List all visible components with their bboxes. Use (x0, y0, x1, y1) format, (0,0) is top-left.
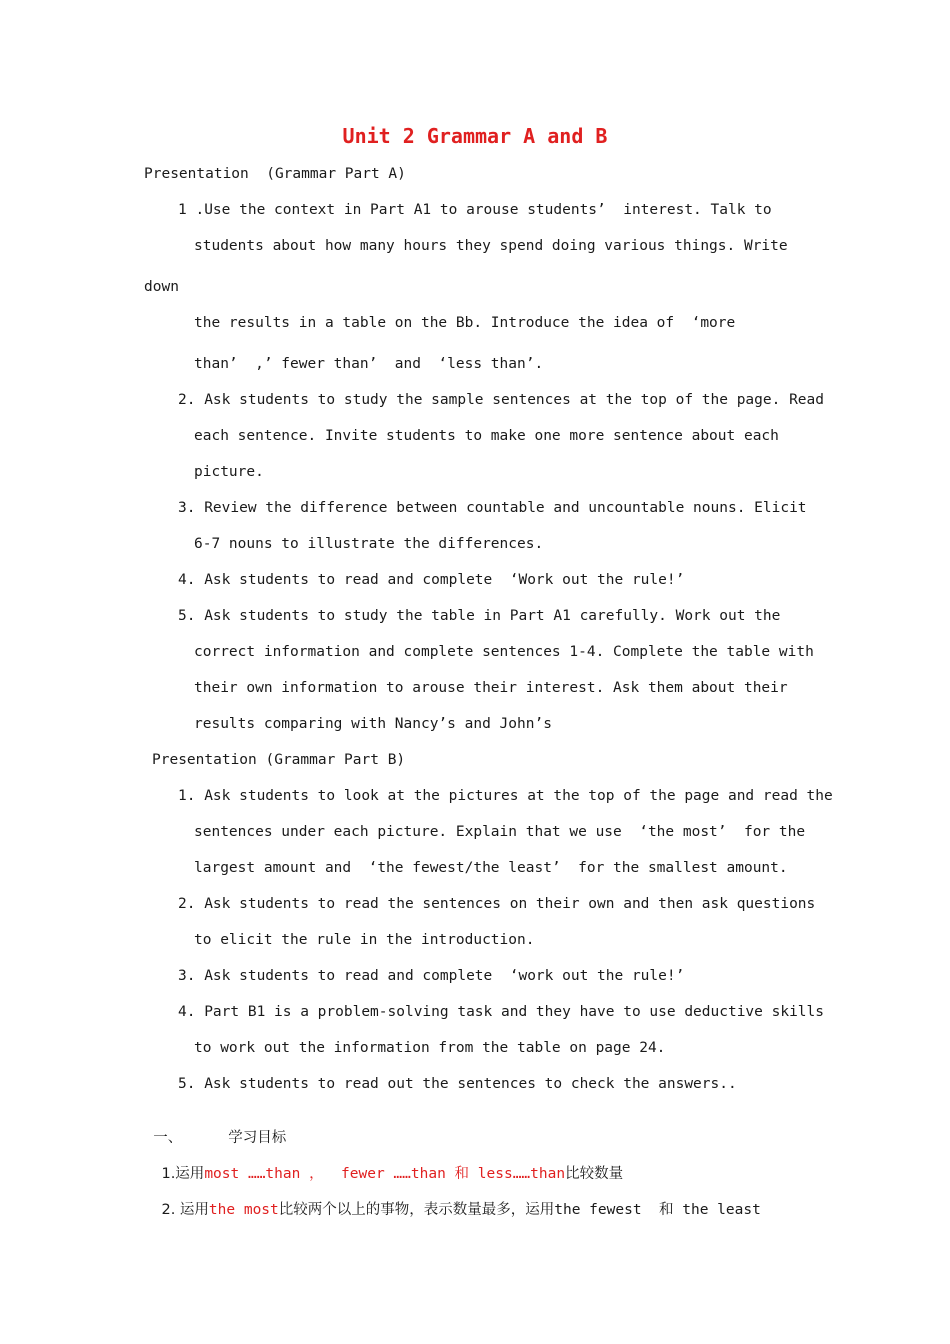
part-b-line: to elicit the rule in the introduction. (194, 932, 535, 948)
objective-1-suffix: 比较数量 (565, 1166, 624, 1182)
part-b-line: 5. Ask students to read out the sentences to check the answers.. (178, 1076, 737, 1092)
part-a-line: the results in a table on the Bb. Introduce the idea of ‘more (194, 315, 736, 331)
part-b-line: 4. Part B1 is a problem-solving task and they have to use deductive skills (178, 1004, 825, 1020)
objective-2-the-most: the most (208, 1202, 279, 1218)
document-title: Unit 2 Grammar A and B (342, 124, 608, 148)
part-b-line: sentences under each picture. Explain that we use ‘the most’ for the (194, 824, 806, 840)
part-a-line: picture. (194, 464, 264, 480)
objective-1-most: most ……than ， (204, 1166, 324, 1182)
part-b-line: largest amount and ‘the fewest/the least’ for the smallest amount. (194, 860, 788, 876)
objectives-heading-text: 学习目标 (228, 1130, 287, 1146)
objective-2-middle: 比较两个以上的事物，表示数量最多，运用 (278, 1202, 555, 1218)
part-a-line: 4. Ask students to read and complete ‘Work out the rule!’ (178, 572, 685, 588)
part-a-line: correct information and complete sentences 1-4. Complete the table with (194, 644, 814, 660)
part-b-line: 1. Ask students to look at the pictures at the top of the page and read the (178, 788, 833, 804)
part-a-line: their own information to arouse their interest. Ask them about their (194, 680, 788, 696)
part-a-line: down (144, 279, 179, 295)
part-a-line: 5. Ask students to study the table in Part A1 carefully. Work out the (178, 608, 781, 624)
objective-2-prefix: 2. 运用 (161, 1202, 209, 1218)
part-a-line: results comparing with Nancy’s and John’s (194, 716, 552, 732)
part-a-line: 6-7 nouns to illustrate the differences. (194, 536, 544, 552)
part-a-line: 2. Ask students to study the sample sentences at the top of the page. Read (178, 392, 825, 408)
objective-item-2 (144, 1180, 761, 1220)
part-b-heading: Presentation (Grammar Part B) (152, 752, 406, 768)
part-a-line: than’ ,’ fewer than’ and ‘less than’. (194, 356, 544, 372)
part-b-line: 2. Ask students to read the sentences on their own and then ask questions (178, 896, 816, 912)
part-a-line: 3. Review the difference between countable and uncountable nouns. Elicit (178, 500, 807, 516)
part-b-line: 3. Ask students to read and complete ‘work out the rule!’ (178, 968, 685, 984)
part-a-line: 1 .Use the context in Part A1 to arouse students’ interest. Talk to (178, 202, 772, 218)
objective-1-and: 和 (454, 1166, 470, 1182)
objective-item-1 (144, 1144, 623, 1184)
objectives-heading-number: 一、 (153, 1130, 183, 1146)
objective-1-less: less……than (477, 1166, 566, 1182)
objectives-heading (144, 1108, 286, 1148)
objective-2-rest: the fewest 和 the least (554, 1202, 761, 1218)
part-b-line: to work out the information from the table on page 24. (194, 1040, 666, 1056)
part-a-line: students about how many hours they spend doing various things. Write (194, 238, 788, 254)
part-a-heading: Presentation (Grammar Part A) (144, 166, 406, 182)
objective-1-prefix: 1.运用 (161, 1166, 205, 1182)
part-a-line: each sentence. Invite students to make one more sentence about each (194, 428, 779, 444)
objective-1-fewer: fewer ……than (341, 1166, 446, 1182)
